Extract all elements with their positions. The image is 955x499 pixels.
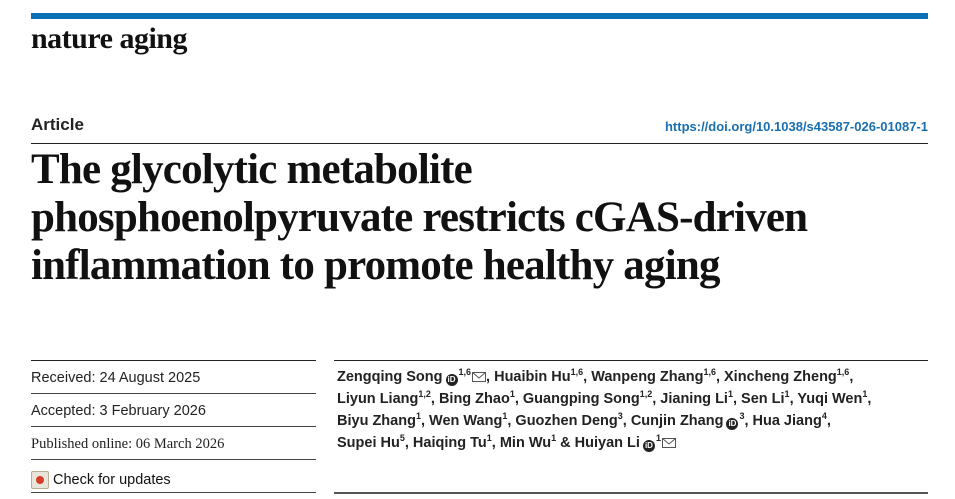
title-line: The glycolytic metabolite <box>31 146 472 193</box>
doi-link[interactable]: https://doi.org/10.1038/s43587-026-01087-1 <box>664 119 928 134</box>
article-type: Article <box>31 115 84 134</box>
affiliation-marker: 1 <box>502 411 508 421</box>
author-separator: , <box>507 413 516 429</box>
author[interactable] <box>413 435 492 451</box>
affiliation-marker: 3 <box>617 411 623 421</box>
author[interactable] <box>575 435 676 451</box>
author-name: Haiqing Tu <box>412 435 487 451</box>
author-separator: , <box>420 413 430 429</box>
email-icon[interactable] <box>472 367 486 377</box>
author-name: Yuqi Wen <box>797 391 863 407</box>
affiliation-marker: 4 <box>821 411 827 421</box>
author[interactable] <box>724 369 849 385</box>
affiliation-marker: 1,6 <box>570 367 584 377</box>
author-list <box>337 366 927 454</box>
affiliation-marker: 1 <box>655 433 661 443</box>
author-separator: , <box>652 391 661 407</box>
orcid-icon[interactable]: iD <box>728 419 737 428</box>
author[interactable] <box>631 413 745 429</box>
author-separator: , <box>732 391 742 407</box>
divider <box>334 360 928 361</box>
author-name: Liyun Liang <box>337 391 419 407</box>
author[interactable] <box>337 435 405 451</box>
author-name: Min Wu <box>499 435 552 451</box>
author[interactable] <box>337 391 431 407</box>
author-name: Wanpeng Zhang <box>591 369 704 385</box>
author[interactable] <box>753 413 827 429</box>
email-icon[interactable] <box>662 433 676 443</box>
author-name: Hua Jiang <box>752 413 822 429</box>
affiliation-marker: 1 <box>509 389 515 399</box>
author-separator: , <box>583 369 592 385</box>
affiliation-marker: 1,6 <box>703 367 716 377</box>
author[interactable] <box>515 413 622 429</box>
author-separator: , <box>622 413 631 429</box>
author-separator: , <box>491 435 500 451</box>
author-name: Cunjin Zhang <box>630 413 724 429</box>
divider <box>31 492 316 493</box>
affiliation-marker: 1 <box>551 433 557 443</box>
author-name: Supei Hu <box>337 435 400 451</box>
affiliation-marker: 1 <box>727 389 733 399</box>
author-name: Xincheng Zheng <box>724 369 837 385</box>
journal-name[interactable]: nature aging <box>31 22 187 55</box>
check-for-updates-label: Check for updates <box>53 472 171 488</box>
author-separator: , <box>826 413 831 429</box>
affiliation-marker: 1,2 <box>418 389 431 399</box>
received-date: Received: 24 August 2025 <box>31 360 316 393</box>
author-name: Guangping Song <box>522 391 640 407</box>
author-name: Zengqing Song <box>337 369 443 385</box>
check-for-updates-button[interactable] <box>31 459 316 492</box>
author[interactable] <box>591 369 716 385</box>
article-title <box>31 146 931 290</box>
orcid-icon[interactable]: iD <box>644 441 653 450</box>
affiliation-marker: 5 <box>399 433 405 443</box>
author-separator: , <box>867 391 872 407</box>
accepted-date: Accepted: 3 February 2026 <box>31 393 316 426</box>
published-date: Published online: 06 March 2026 <box>31 426 316 459</box>
author-separator: , <box>404 435 413 451</box>
affiliation-marker: 1 <box>486 433 492 443</box>
author[interactable] <box>660 391 733 407</box>
author-separator: , <box>849 369 854 385</box>
author-name: Sen Li <box>741 391 785 407</box>
author-name: Jianing Li <box>660 391 728 407</box>
author-name: Guozhen Deng <box>515 413 618 429</box>
affiliation-marker: 1,6 <box>458 367 472 377</box>
author-name: Wen Wang <box>429 413 503 429</box>
author[interactable] <box>337 369 486 385</box>
author-separator: , <box>514 391 523 407</box>
affiliation-marker: 1,2 <box>639 389 653 399</box>
author[interactable] <box>741 391 790 407</box>
author-name: Huaibin Hu <box>494 369 571 385</box>
author-separator: , <box>430 391 439 407</box>
journal-header-rule <box>31 13 928 19</box>
author-separator: , <box>789 391 798 407</box>
affiliation-marker: 1 <box>862 389 868 399</box>
author[interactable] <box>429 413 507 429</box>
affiliation-marker: 1 <box>784 389 790 399</box>
author[interactable] <box>494 369 583 385</box>
author[interactable] <box>439 391 515 407</box>
author-separator: , <box>744 413 753 429</box>
author[interactable] <box>797 391 867 407</box>
abstract-text-peek <box>334 488 928 499</box>
author[interactable] <box>523 391 652 407</box>
affiliation-marker: 3 <box>739 411 745 421</box>
author-name: Biyu Zhang <box>337 413 416 429</box>
article-history <box>31 360 316 492</box>
author[interactable] <box>500 435 556 451</box>
affiliation-marker: 1 <box>415 411 421 421</box>
title-line: phosphoenolpyruvate restricts cGAS-driven <box>31 194 808 241</box>
author-separator: , <box>715 369 725 385</box>
title-line: inflammation to promote healthy aging <box>31 242 720 289</box>
author-name: Bing Zhao <box>438 391 510 407</box>
affiliation-marker: 1,6 <box>836 367 850 377</box>
check-updates-icon <box>31 471 49 489</box>
author-name: Huiyan Li <box>574 435 640 451</box>
author-separator: , <box>486 369 495 385</box>
orcid-icon[interactable]: iD <box>447 375 456 384</box>
author-separator: & <box>556 435 575 451</box>
article-meta-row <box>31 115 928 144</box>
author[interactable] <box>337 413 421 429</box>
